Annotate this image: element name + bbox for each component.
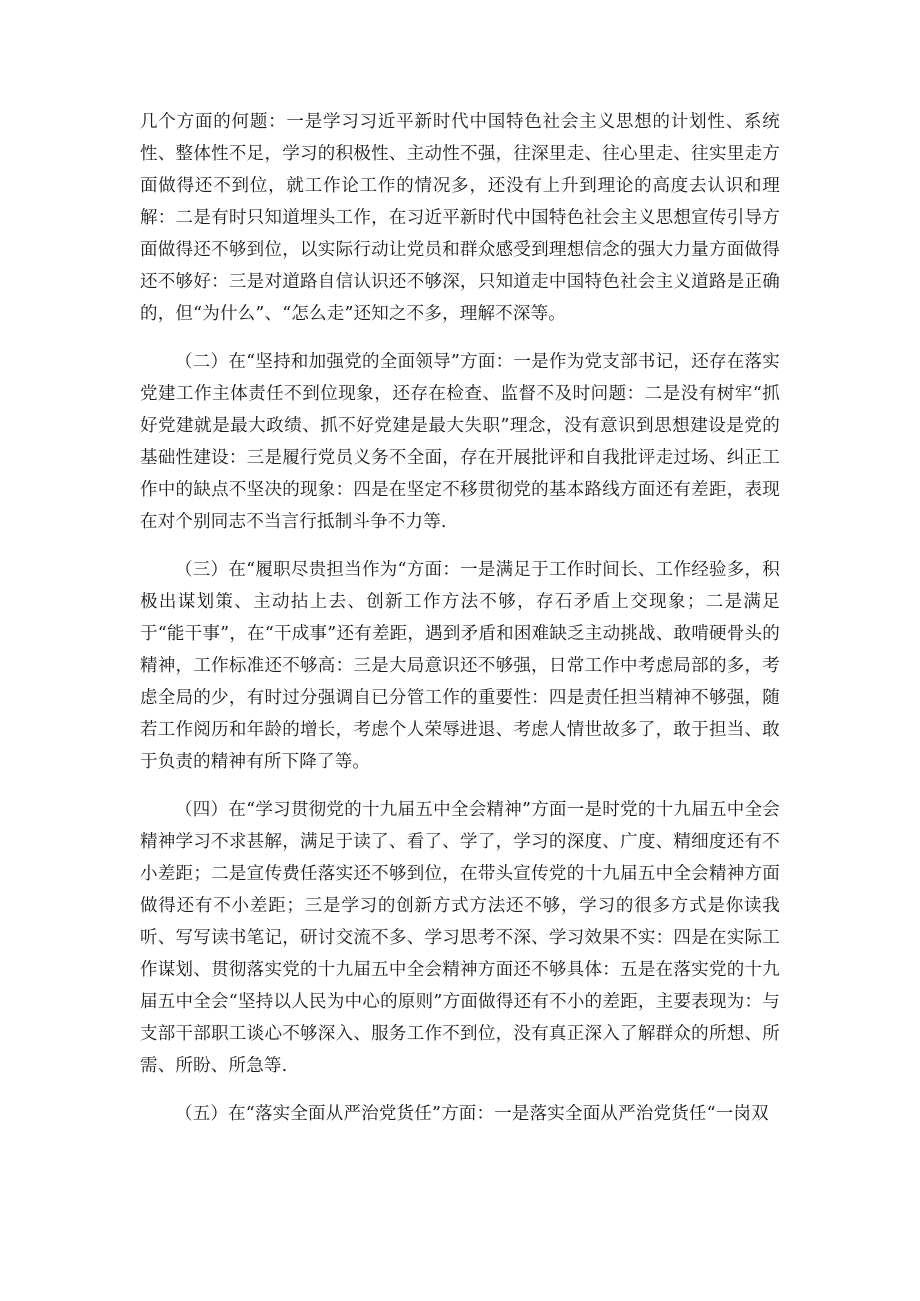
paragraph-4: （四）在“学习贯彻党的十九届五中全会精神”方面一是时党的十九届五中全会精神学习不求甚解，满足于读了、看了、学了，学习的深度、广度、精细度还有不小差距；二是宣传费任落实还不够到位，在带头宣传党的十九届五中全会精神方面做得还有不小差距；三是学习的创新方式方法还不够，学习的很多方式是你读我听、写写读书笔记，研讨交流不多、学习思考不深、学习效果不实：四是在实际工作谋划、贯彻落实党的十九届五中全会精神方面还不够具体：五是在落实党的十九届五中全会“坚持以人民为中心的原则”方面做得还有不小的差距，主要表现为：与支部干部职工谈心不够深入、服务工作不到位，没有真正深入了解群众的所想、所需、所盼、所急等.: [140, 800, 780, 1076]
paragraph-5: （五）在“落实全面从严治党货任”方面：一是落实全面从严治党货任“一岗双: [175, 1104, 769, 1124]
paragraph-1: 几个方面的何题：一是学习习近平新时代中国特色社会主义思想的计划性、系统性、整体性不足，学习的积极性、主动性不强，往深里走、往心里走、往实里走方面做得还不到位，就工作论工作的情况多，还没有上升到理论的高度去认识和理解：二是有时只知道埋头工作，在习近平新时代中国特色社会主义思想宣传引导方面做得还不够到位，以实际行动让党员和群众感受到理想信念的强大力量方面做得还不够好：三是对道路自信认识还不够深，只知道走中国特色社会主义道路是正确的，但“为什么”、“怎么走”还知之不多，理解不深等。: [140, 112, 780, 324]
document-page: [140, 106, 780, 1146]
paragraph-2: （二）在“坚持和加强党的全面领导”方面：一是作为党支部书记，还存在落实党建工作主体责任不到位现象，还存在检查、监督不及时问题：二是没有树牢“抓好党建就是最大政绩、抓不好党建是最大失职”理念，没有意识到思想建设是党的基础性建设：三是履行党员义务不全面，存在开展批评和自我批评走过场、纠正工作中的缺点不坚决的现象：四是在坚定不移贯彻党的基本路线方面还有差距，表现在对个别同志不当言行抵制斗争不力等.: [140, 352, 780, 532]
paragraph-3: （三）在“履职尽贵担当作为“方面：一是满足于工作时间长、工作经验多，积极出谋划策、主动拈上去、创新工作方法不够，存石矛盾上交现象；二是满足于“能干事”，在“干成事”还有差距，遇到矛盾和困难缺乏主动挑战、敢啃硬骨头的精神，工作标准还不够高：三是大局意识还不够强，日常工作中考虑局部的多，考虑全局的少，有时过分强调自已分管工作的重要性：四是责任担当精神不够强，随若工作阅历和年龄的增长，考虑个人荣辱进退、考虑人情世故多了，敢于担当、敢于负责的精神有所下降了等。: [140, 560, 780, 772]
